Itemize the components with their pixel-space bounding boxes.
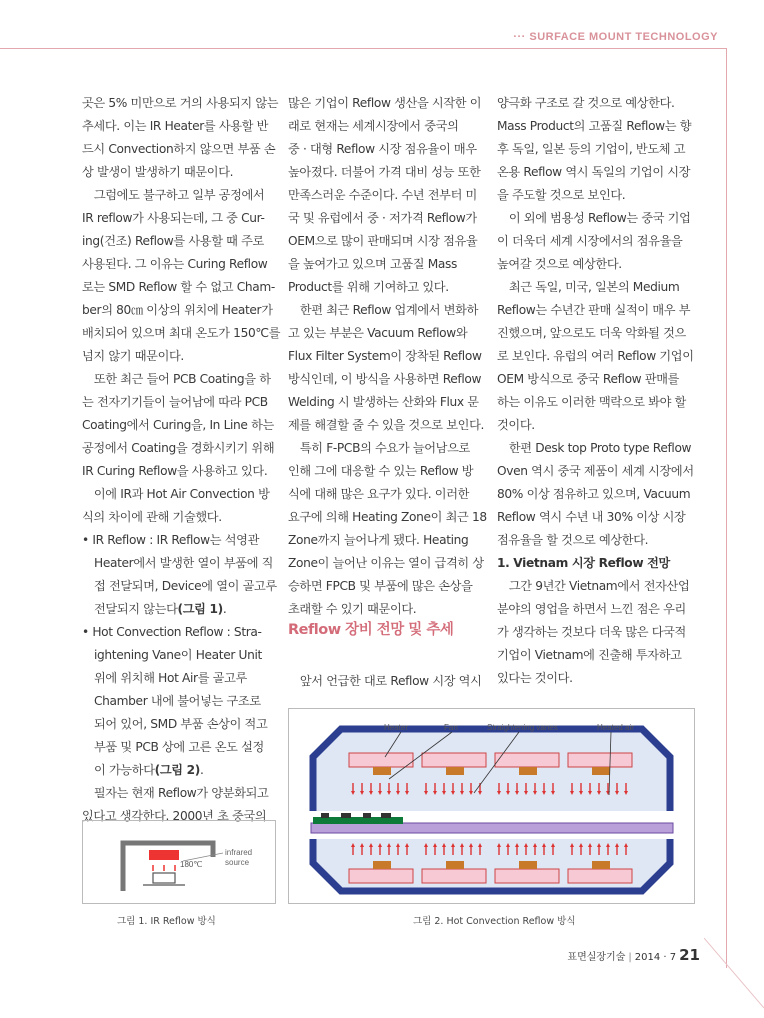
- figure-1-temp: 180℃: [180, 860, 203, 869]
- conveyor: [311, 823, 673, 833]
- bullet2-line: Chamber 내에 불어넣는 구조로: [94, 694, 261, 708]
- heater-element: [149, 850, 179, 860]
- bullet2-line: 부품 및 PCB 상에 고른 온도 설정: [94, 740, 264, 754]
- col1-line: 식의 차이에 관해 기술했다.: [82, 510, 222, 524]
- figure-reference: (그림 1): [177, 602, 223, 616]
- col1-line: 공정에서 Coating을 경화시키기 위해: [82, 441, 275, 455]
- pcb-part: [153, 873, 175, 883]
- lower-fan: [519, 861, 537, 869]
- bullet1-line: Heater에서 발생한 열이 부품에 직: [94, 556, 274, 570]
- col1-line: ing(건조) Reflow를 사용할 때 주로: [82, 234, 264, 248]
- col2-line: 만족스러운 수준이다. 수년 전부터 미: [288, 188, 477, 202]
- col1-line: 추세다. 이는 IR Heater를 사용할 반: [82, 119, 269, 133]
- bullet-ir-reflow-rest: [82, 552, 277, 621]
- col3-line: 높여갈 것으로 예상한다.: [497, 257, 622, 271]
- corner-decoration: [704, 938, 764, 1018]
- lower-heater-unit: [422, 869, 486, 883]
- col3-line: Reflow는 수년간 판매 실적이 매우 부: [497, 303, 691, 317]
- header-rule: [0, 48, 726, 49]
- col1-line: ber의 80㎝ 이상의 위치에 Heater가: [82, 303, 273, 317]
- upper-fan: [592, 767, 610, 775]
- col3-after-line: 그간 9년간 Vietnam에서 전자산업: [497, 579, 690, 593]
- col1-line: IR reflow가 사용되는데, 그 중 Cur-: [82, 211, 265, 225]
- bullet-end: .: [222, 602, 227, 616]
- col2-line: 식에 대해 많은 요구가 있다. 이러한: [288, 487, 470, 501]
- bullet2-line: [94, 759, 274, 782]
- col2-line: 초래할 수 있기 때문이다.: [288, 602, 417, 616]
- col2-line: 요구에 의해 Heating Zone이 최근 18: [288, 510, 487, 524]
- col3-after-line: 기업이 Vietnam에 진출해 투자하고: [497, 648, 682, 662]
- col2-line: 한편 최근 Reflow 업계에서 변화하: [288, 303, 479, 317]
- figure-1-label-infrared: infrared: [225, 848, 253, 857]
- col3-line: Reflow 역시 수년 내 30% 이상 시장: [497, 510, 686, 524]
- col1-line: 또한 최근 들어 PCB Coating을 하: [82, 372, 271, 386]
- figure-1-label-source: source: [225, 858, 250, 867]
- col3-line: 온용 Reflow 역시 독일의 기업이 시장: [497, 165, 691, 179]
- col2-line: 고 있는 부분은 Vacuum Reflow와: [288, 326, 468, 340]
- col3-line: 진했으며, 앞으로도 더욱 악화될 것으: [497, 326, 686, 340]
- column-3: [497, 92, 694, 690]
- upper-fan: [519, 767, 537, 775]
- col3-line: 양극화 구조로 갈 것으로 예상한다.: [497, 96, 675, 110]
- col2-line: 방식인데, 이 방식을 사용하면 Reflow: [288, 372, 482, 386]
- col2-line: 제를 해결할 줄 수 있을 것으로 보인다.: [288, 418, 485, 432]
- lower-heater-unit: [568, 869, 632, 883]
- bullet1-line: 접 전달되며, Device에 열이 골고루: [94, 579, 277, 593]
- col2-line: 래로 현재는 세계시장에서 중국의: [288, 119, 459, 133]
- bullet-hot-convection-first: • Hot Convection Reflow : Stra-: [82, 625, 262, 639]
- section-heading-reflow-outlook: Reflow 장비 전망 및 추세: [288, 622, 454, 638]
- col2-line: Product를 위해 기여하고 있다.: [288, 280, 449, 294]
- col1-closing-line: 있다고 생각한다. 2000년 초 중국의: [82, 809, 267, 823]
- footer-publication: 표면실장기술: [567, 952, 626, 963]
- figure-2: [288, 708, 695, 904]
- col2-line: 을 높여가고 있으며 고품질 Mass: [288, 257, 458, 271]
- section-heading-vietnam: 1. Vietnam 시장 Reflow 전망: [497, 556, 670, 570]
- figure-1: [82, 820, 276, 904]
- col2-line: Flux Filter System이 장착된 Reflow: [288, 349, 482, 363]
- lower-fan: [446, 861, 464, 869]
- col3-line: 로 보인다. 유럽의 여러 Reflow 기업이: [497, 349, 694, 363]
- col3-line: 이 외에 범용성 Reflow는 중국 기업: [497, 211, 691, 225]
- col1-line: 넘지 않기 때문이다.: [82, 349, 184, 363]
- bullet-hot-convection: [82, 621, 274, 644]
- col1-line: Coating에서 Curing을, In Line 하는: [82, 418, 274, 432]
- col2-line: 국 및 유럽에서 중 · 저가격 Reflow가: [288, 211, 477, 225]
- col3-line: OEM 방식으로 중국 Reflow 판매를: [497, 372, 680, 386]
- column-2: [288, 92, 487, 693]
- page-footer: 표면실장기술 | 2014 · 7 21: [567, 946, 700, 964]
- lower-heater-unit: [495, 869, 559, 883]
- pcb-board: [313, 817, 403, 824]
- upper-heater-unit: [495, 753, 559, 767]
- bullet-ir-reflow: [82, 529, 274, 552]
- column-2-body: [288, 92, 487, 621]
- figure-2-drawing: [289, 709, 694, 903]
- col1-line: IR Curing Reflow을 사용하고 있다.: [82, 464, 268, 478]
- label-heated-air: Heated air: [597, 723, 634, 732]
- col3-line: 80% 이상 점유하고 있으며, Vacuum: [497, 487, 691, 501]
- label-straightening-vanes: Straightening vanes: [487, 723, 558, 732]
- col1-line: 드시 Convection하지 않으면 부품 손: [82, 142, 276, 156]
- upper-heater-unit: [568, 753, 632, 767]
- bullet1-line: [94, 598, 274, 621]
- upper-fan: [446, 767, 464, 775]
- label-heater: Heater: [384, 723, 409, 732]
- figure-1-caption: 그림 1. IR Reflow 방식: [117, 916, 216, 927]
- col2-line: Welding 시 발생하는 산화와 Flux 문: [288, 395, 479, 409]
- lower-fan: [592, 861, 610, 869]
- figure-reference: (그림 2): [154, 763, 200, 777]
- col2-line: 중 · 대형 Reflow 시장 점유율이 매우: [288, 142, 477, 156]
- lower-fan: [373, 861, 391, 869]
- bullet2-line: 되어 있어, SMD 부품 손상이 적고: [94, 717, 268, 731]
- upper-chamber: [313, 729, 670, 811]
- col3-line: Oven 역시 중국 제품이 세계 시장에서: [497, 464, 694, 478]
- col2-line: OEM으로 많이 판매되며 시장 점유율: [288, 234, 478, 248]
- lower-heater-unit: [349, 869, 413, 883]
- column-2-after: 앞서 언급한 대로 Reflow 시장 역시: [288, 674, 482, 688]
- col2-line: 특히 F-PCB의 수요가 늘어남으로: [288, 441, 470, 455]
- col3-after-line: 가 생각하는 것보다 더욱 많은 다국적: [497, 625, 686, 639]
- col3-line: 후 독일, 일본 등의 기업이, 반도체 고: [497, 142, 686, 156]
- figure-2-caption: 그림 2. Hot Convection Reflow 방식: [413, 916, 576, 927]
- bullet-last-text: 전달되지 않는다: [94, 602, 178, 616]
- margin-rule: [726, 48, 727, 968]
- col1-line: 곳은 5% 미만으로 거의 사용되지 않는: [82, 96, 279, 110]
- col2-line: Zone이 늘어난 이유는 열이 급격히 상: [288, 556, 484, 570]
- col2-line: 높아졌다. 더불어 가격 대비 성능 또한: [288, 165, 481, 179]
- col3-after-line: 분야의 영업을 하면서 느낀 점은 우리: [497, 602, 686, 616]
- column-3-body: [497, 92, 694, 552]
- col1-line: 로는 SMD Reflow 할 수 없고 Cham-: [82, 280, 275, 294]
- col3-line: 점유율을 할 것으로 예상한다.: [497, 533, 649, 547]
- section-tag: ··· SURFACE MOUNT TECHNOLOGY: [513, 31, 718, 43]
- col1-line: 상 발생이 발생하기 때문이다.: [82, 165, 234, 179]
- bullet-end: .: [199, 763, 204, 777]
- footer-issue: 2014 · 7: [634, 952, 677, 963]
- column-1-body: [82, 92, 281, 529]
- bullet2-line: ightening Vane이 Heater Unit: [94, 648, 262, 662]
- col1-line: 사용된다. 그 이유는 Curing Reflow: [82, 257, 268, 271]
- col1-line: 는 전자기기들이 늘어남에 따라 PCB: [82, 395, 268, 409]
- col2-line: 인해 그에 대응할 수 있는 Reflow 방: [288, 464, 474, 478]
- col3-line: 을 주도할 것으로 보인다.: [497, 188, 626, 202]
- upper-heater-unit: [349, 753, 413, 767]
- bullet-ir-reflow-first: • IR Reflow : IR Reflow는 석영관: [82, 533, 259, 547]
- label-fan: Fan: [444, 723, 458, 732]
- col1-line: 그럼에도 불구하고 일부 공정에서: [82, 188, 265, 202]
- col3-line: 것이다.: [497, 418, 535, 432]
- figure-1-drawing: [83, 821, 275, 903]
- bullet-last-text: 이 가능하다: [94, 763, 155, 777]
- col3-line: 최근 독일, 미국, 일본의 Medium: [497, 280, 680, 294]
- upper-fan: [373, 767, 391, 775]
- column-3-after: [497, 575, 689, 690]
- col1-line: 배치되어 있으며 최대 온도가 150℃를: [82, 326, 281, 340]
- col2-line: 많은 기업이 Reflow 생산을 시작한 이: [288, 96, 482, 110]
- col2-line: Zone까지 늘어나게 됐다. Heating: [288, 533, 469, 547]
- bullet2-line: 위에 위치해 Hot Air를 골고루: [94, 671, 247, 685]
- bullet-hot-convection-rest: [82, 644, 274, 782]
- col3-line: 한편 Desk top Proto type Reflow: [497, 441, 692, 455]
- col3-line: 하는 이유도 이러한 맥락으로 봐야 할: [497, 395, 686, 409]
- col1-line: 이에 IR과 Hot Air Convection 방: [82, 487, 270, 501]
- col1-closing-line: 필자는 현재 Reflow가 양분화되고: [82, 786, 269, 800]
- col2-line: 승하면 FPCB 및 부품에 많은 손상을: [288, 579, 473, 593]
- upper-heater-unit: [422, 753, 486, 767]
- col3-line: Mass Product의 고품질 Reflow는 향: [497, 119, 692, 133]
- page-number: 21: [679, 946, 700, 964]
- col3-after-line: 있다는 것이다.: [497, 671, 573, 685]
- column-1: [82, 92, 281, 828]
- col3-line: 이 더욱더 세계 시장에서의 점유율을: [497, 234, 683, 248]
